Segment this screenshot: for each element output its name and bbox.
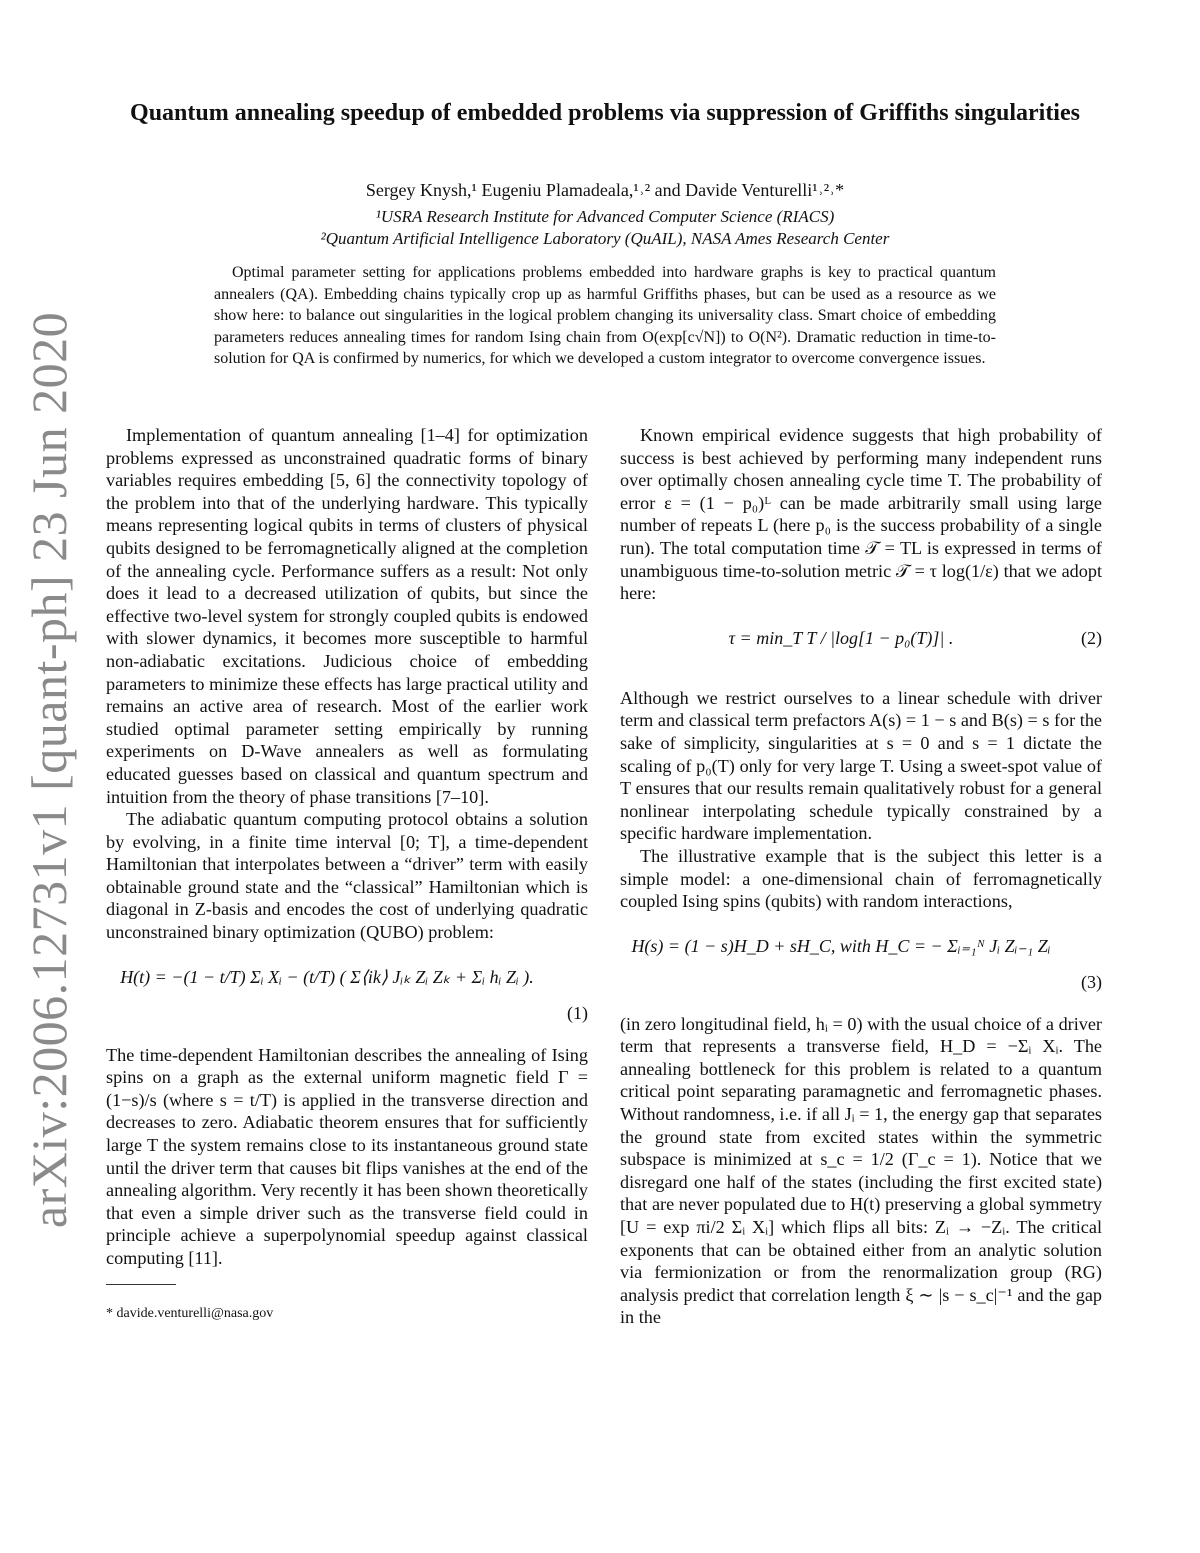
paper-title: Quantum annealing speedup of embedded problems via suppression of Griffiths singularities (130, 100, 1080, 126)
equation-1 (106, 958, 588, 1038)
evidence-paragraph: Known empirical evidence suggests that high probability of success is best achieved by performing many independent runs over optimally chosen annealing cycle time T. The probability of error ε = (1 − p₀)ᴸ can be made arbitrarily small using large number of repeats L (here p₀ is the success probability of a single run). The total computation time 𝒯 = TL is expressed in terms of unambiguous time-to-solution metric 𝒯 = τ log(1/ε) that we adopt here: (620, 425, 1102, 604)
equation-2 (620, 619, 1102, 681)
affiliation-riacs: ¹USRA Research Institute for Advanced Computer Science (RIACS) (375, 207, 835, 226)
equation-2-number: (2) (1081, 627, 1102, 648)
right-column (620, 424, 1102, 1329)
arxiv-identifier: arXiv:2006.12731v1 [quant-ph] 23 Jun 2020 (21, 311, 77, 1229)
left-column (106, 424, 588, 1323)
footnote-rule (106, 1284, 176, 1285)
equation-1-number: (1) (567, 1002, 588, 1023)
hamiltonian-paragraph: The time-dependent Hamiltonian describes the annealing of Ising spins on a graph as the external uniform magnetic field Γ = (1−s)/s (where s = t/T) is applied in the transverse direction and decreases to zero. Adiabatic theorem ensures that for sufficiently large T the system remains close to its instantaneous ground state until the driver term that causes bit flips vanishes at the end of the annealing algorithm. Very recently it has been shown theoretically that even a simple driver such as the transverse field could in principle achieve a superpolynomial speedup against classical computing [11]. (106, 1044, 588, 1268)
protocol-paragraph: The adiabatic quantum computing protocol obtains a solution by evolving, in a finite time interval [0; T], a time-dependent Hamiltonian that interpolates between a “driver” term with easily obtainable ground state and the “classical” Hamiltonian which is diagonal in Z-basis and encodes the cost of underlying quadratic unconstrained binary optimization (QUBO) problem: (106, 809, 588, 943)
footnote-email: * davide.venturelli@nasa.gov (106, 1305, 274, 1321)
equation-2-body: τ = min_T T / |log[1 − p₀(T)]| . (728, 627, 954, 648)
author-list: Sergey Knysh,¹ Eugeniu Plamadeala,¹˒² and Davide Venturelli¹˒²˒* (365, 180, 845, 200)
intro-paragraph: Implementation of quantum annealing [1–4] for optimization problems expressed as unconstrained quadratic forms of binary variables requires embedding [5, 6] the connectivity topology of the problem into that of the underlying hardware. This typically means representing logical qubits in terms of clusters of physical qubits designed to be ferromagnetically aligned at the completion of the annealing cycle. Performance suffers as a result: Not only does it lead to a decreased utilization of qubits, but since the effective two-level system for strongly coupled qubits is endowed with slower dynamics, it becomes more susceptible to harmful non-adiabatic excitations. Judicious choice of embedding parameters to minimize these effects has large practical utility and remains an active area of research. Most of the earlier work studied optimal parameter setting empirically by running experiments on D-Wave annealers as well as formulating educated guesses based on classical and quantum spectrum and intuition from the theory of phase transitions [7–10]. (106, 425, 588, 807)
model-paragraph: The illustrative example that is the subject this letter is a simple model: a one-dimensional chain of ferromagnetically coupled Ising spins (qubits) with random interactions, (620, 845, 1102, 912)
equation-3-body: H(s) = (1 − s)H_D + sH_C, with H_C = − Σᵢ₌₁ᴺ Jᵢ Zᵢ₋₁ Zᵢ (631, 935, 1051, 956)
affiliation-quail: ²Quantum Artificial Intelligence Laboratory (QuAIL), NASA Ames Research Center (320, 229, 890, 248)
equation-1-body: H(t) = −(1 − t/T) Σᵢ Xᵢ − (t/T) ( Σ⟨ik⟩ Jᵢₖ Zᵢ Zₖ + Σᵢ hᵢ Zᵢ ). (120, 966, 534, 987)
arxiv-sidebar (14, 311, 84, 1229)
critical-point-paragraph: (in zero longitudinal field, hᵢ = 0) with the usual choice of a driver term that represents a transverse field, H_D = −Σᵢ Xᵢ. The annealing bottleneck for this problem is related to a quantum critical point separating paramagnetic and ferromagnetic phases. Without randomness, i.e. if all Jᵢ = 1, the energy gap that separates the ground state from excited states within the symmetric subspace is minimized at s_c = 1/2 (Γ_c = 1). Notice that we disregard one half of the states (including the first excited state) that are never populated due to H(t) preserving a global symmetry [U = exp πi/2 Σᵢ Xᵢ] which flips all bits: Zᵢ → −Zᵢ. The critical exponents that can be obtained either from an analytic solution via fermionization or from the renormalization group (RG) analysis predict that correlation length ξ ∼ |s − s_c|⁻¹ and the gap in the (620, 1013, 1102, 1328)
equation-3-number: (3) (1081, 971, 1102, 992)
abstract: Optimal parameter setting for applications problems embedded into hardware graphs is key to practical quantum annealers (QA). Embedding chains typically crop up as harmful Griffiths phases, but can be used as a resource as we show here: to balance out singularities in the logical problem changing its universality class. Smart choice of embedding parameters reduces annealing times for random Ising chain from O(exp[c√N]) to O(N²). Dramatic reduction in time-to-solution for QA is confirmed by numerics, for which we developed a custom integrator to overcome convergence issues. (214, 264, 996, 368)
equation-3 (620, 927, 1102, 1007)
schedule-paragraph: Although we restrict ourselves to a linear schedule with driver term and classical term prefactors A(s) = 1 − s and B(s) = s for the sake of simplicity, singularities at s = 0 and s = 1 dictate the scaling of p₀(T) only for very large T. Using a sweet-spot value of T ensures that our results remain qualitatively robust for a general nonlinear interpolating schedule typically constrained by a specific hardware implementation. (620, 687, 1102, 844)
